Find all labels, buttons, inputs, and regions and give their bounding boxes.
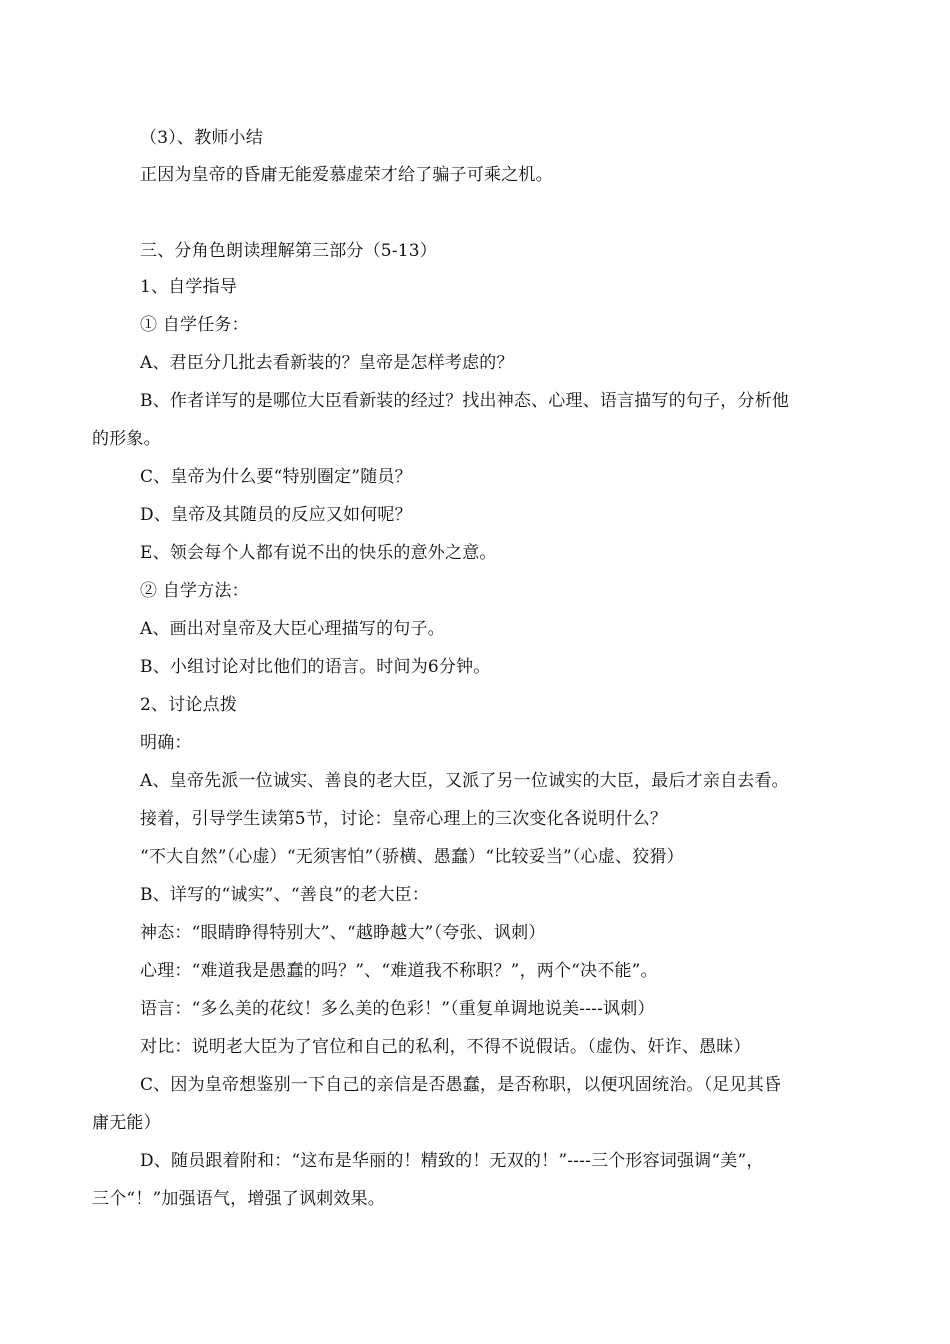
answer-d-continued: 三个“！”加强语气，增强了讽刺效果。 [92,1189,385,1209]
answer-c-continued: 庸无能） [92,1113,161,1133]
subheading-discussion: 2、讨论点拨 [140,695,238,715]
task-c: C、皇帝为什么要“特别圈定”随员？ [140,467,412,487]
method-b: B、小组讨论对比他们的语言。时间为6分钟。 [140,657,491,677]
answer-d: D、随员跟着附和：“这布是华丽的！精致的！无双的！”----三个形容词强调“美”， [140,1151,764,1171]
answer-b-psychology: 心理：“难道我是愚蠢的吗？”、“难道我不称职？”，两个“决不能”。 [140,961,658,981]
subheading-tasks: ① 自学任务： [140,315,249,335]
section-heading-3: 三、分角色朗读理解第三部分（5-13） [140,241,437,261]
answer-c: C、因为皇帝想鉴别一下自己的亲信是否愚蠢，是否称职，以便巩固统治。（足见其昏 [140,1075,782,1095]
task-b-continued: 的形象。 [92,429,161,449]
label-clarify: 明确： [140,733,192,753]
answer-b-expression: 神态：“眼睛睁得特别大”、“越睁越大”（夸张、讽刺） [140,923,546,943]
task-e: E、领会每个人都有说不出的快乐的意外之意。 [140,543,497,563]
answer-a-quotes: “不大自然”（心虚）“无须害怕”（骄横、愚蠢）“比较妥当”（心虚、狡猾） [140,847,684,867]
answer-b-contrast: 对比：说明老大臣为了官位和自己的私利，不得不说假话。（虚伪、奸诈、愚昧） [140,1037,751,1057]
subheading-self-study: 1、自学指导 [140,277,238,297]
task-b: B、作者详写的是哪位大臣看新装的经过？找出神态、心理、语言描写的句子，分析他 [140,391,790,411]
subheading-methods: ② 自学方法： [140,581,249,601]
task-a: A、君臣分几批去看新装的？皇帝是怎样考虑的？ [140,353,514,373]
answer-b: B、详写的“诚实”、“善良”的老大臣： [140,885,430,905]
answer-b-language: 语言：“多么美的花纹！多么美的色彩！”（重复单调地说美----讽刺） [140,999,655,1019]
heading-teacher-summary: （3）、教师小结 [140,128,263,148]
answer-a-guide: 接着，引导学生读第5节，讨论：皇帝心理上的三次变化各说明什么？ [140,809,668,829]
paragraph-summary: 正因为皇帝的昏庸无能爱慕虚荣才给了骗子可乘之机。 [140,165,553,185]
answer-a: A、皇帝先派一位诚实、善良的老大臣，又派了另一位诚实的大臣，最后才亲自去看。 [140,771,789,791]
task-d: D、皇帝及其随员的反应又如何呢？ [140,505,412,525]
method-a: A、画出对皇帝及大臣心理描写的句子。 [140,619,445,639]
